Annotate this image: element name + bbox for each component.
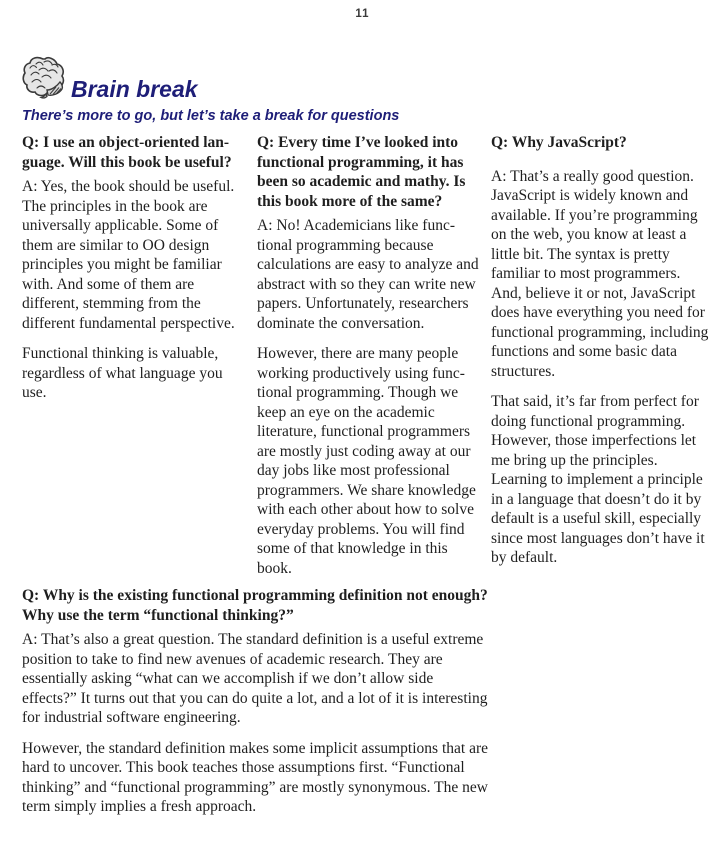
question-heading: Q: Why JavaScript? xyxy=(491,134,627,151)
brain-icon xyxy=(22,56,68,105)
page-title: Brain break xyxy=(71,76,198,102)
answer-paragraph: Functional thinking is valuable, regardless of what language you use. xyxy=(22,345,223,401)
qa-columns xyxy=(22,133,709,578)
qa-column-1 xyxy=(22,133,248,578)
page-number: 11 xyxy=(355,8,370,20)
question-heading: Q: Why is the existing functional programming definition not enough? Why use the term “functional thinking?” xyxy=(22,587,488,624)
answer-paragraph: However, the standard definition makes some implicit assumptions that are hard to uncover. This book teaches those assumptions first. “Functional thinking” and “functional programming” are mostly synonymous. The new term simply implies a fresh approach. xyxy=(22,739,488,815)
answer-paragraph: A: That’s also a great question. The standard definition is a useful extreme position to take to find new avenues of academic research. They are essentially asking “what can we accomplish if we don’t allow side effects?” It turns out that you can do quite a lot, and a lot of it is interesting for industrial software engineering. xyxy=(22,631,488,726)
bottom-qa-section xyxy=(22,586,489,817)
qa-column-2 xyxy=(257,133,479,578)
question-heading: Q: I use an object-oriented language. Will this book be useful? xyxy=(22,134,232,171)
answer-paragraph: A: That’s a really good question. JavaScript is widely known and available. If you’re programming on the web, you know at least a little bit. The syntax is pretty familiar to most programmers. And, believe it or not, JavaScript does have everything you need for functional programming, including functions and some basic data structures. xyxy=(491,167,709,380)
qa-column-3 xyxy=(491,133,709,578)
section-header xyxy=(22,56,703,124)
answer-paragraph: That said, it’s far from perfect for doing functional programming. However, those imperfections let me bring up the principles. Learning to implement a principle in a language that doesn’t do it by default is a useful skill, especially since most languages don’t have it by default. xyxy=(491,393,705,566)
question-heading: Q: Every time I’ve looked into functional programming, it has been so academic and mathy. Is this book more of the same? xyxy=(257,134,466,210)
answer-paragraph: A: No! Academicians like functional programming because calculations are easy to analyze and abstract with so they can write new papers. Unfortunately, researchers dominate the conversation. xyxy=(257,217,479,332)
page-subtitle: There’s more to go, but let’s take a break for questions xyxy=(22,108,400,124)
title-row xyxy=(22,56,703,105)
answer-paragraph: However, there are many people working productively using functional programming. Though we keep an eye on the academic literature, functional programmers are mostly just coding away at our day jobs like most professional programmers. We share knowledge with each other about how to solve everyday problems. You will find some of that knowledge in this book. xyxy=(257,345,476,577)
answer-paragraph: A: Yes, the book should be useful. The principles in the book are universally applicable. Some of them are similar to OO design principles you might be familiar with. And some of them are different, stemming from the different fundamental perspective. xyxy=(22,178,235,332)
